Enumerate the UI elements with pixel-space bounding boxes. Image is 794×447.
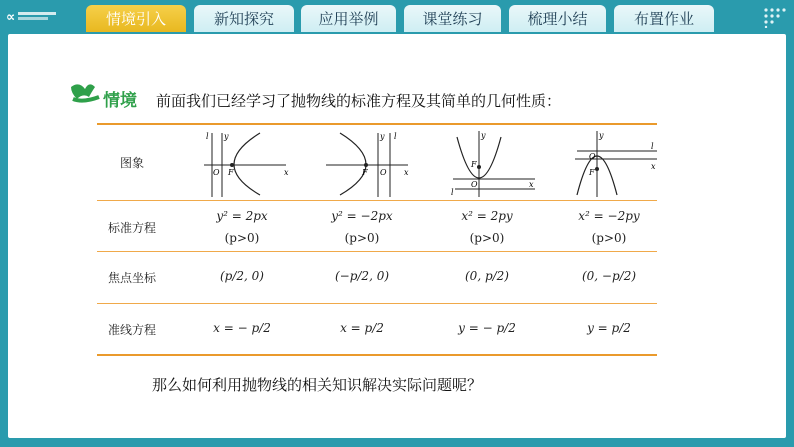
focus-col3: (0, p/2): [465, 269, 509, 283]
tab-label: 新知探究: [213, 10, 274, 28]
directrix-label: l: [394, 132, 397, 141]
question-text: 那么如何利用抛物线的相关知识解决实际问题呢？: [152, 376, 483, 394]
condition-col3: (p>0): [469, 231, 505, 245]
focus-label: F: [228, 168, 234, 177]
row-label-equation: 标准方程: [107, 221, 156, 235]
table-row-divider: [97, 200, 657, 201]
dots-grid-icon: [762, 6, 786, 28]
tab-label: 课堂练习: [422, 10, 483, 28]
origin-label: O: [380, 168, 387, 177]
logo-mark: ∝: [6, 9, 16, 25]
directrix-label: l: [451, 188, 454, 197]
axis-label-x: x: [404, 168, 409, 177]
tab-label: 梳理小结: [527, 10, 588, 28]
table-bottom-rule: [97, 354, 657, 356]
scenario-badge-label: 情境: [103, 91, 137, 111]
equation-col4: x² = −2py: [578, 209, 640, 223]
graph-up-opening: [449, 129, 539, 199]
graph-left-opening: [322, 129, 412, 199]
axis-label-x: x: [651, 162, 656, 171]
focus-col2: (−p/2, 0): [334, 269, 390, 283]
row-label-focus: 焦点坐标: [107, 271, 156, 285]
axis-label-y: y: [380, 132, 385, 141]
axis-label-x: x: [529, 180, 534, 189]
focus-col1: (p/2, 0): [220, 269, 264, 283]
tab-label: 情境引入: [105, 10, 166, 28]
table-row-divider: [97, 251, 657, 252]
graph-down-opening: [571, 129, 661, 199]
equation-col1: y² = 2px: [216, 209, 268, 223]
axis-label-y: y: [481, 131, 486, 140]
tab-summary[interactable]: [509, 5, 606, 32]
publisher-logo: [6, 7, 76, 27]
directrix-label: l: [651, 142, 654, 151]
bottom-border: [8, 438, 786, 447]
directrix-label: l: [206, 132, 209, 141]
tab-label: 布置作业: [633, 10, 694, 28]
tab-application-examples[interactable]: [301, 5, 396, 32]
graph-right-opening: [202, 129, 292, 199]
axis-label-x: x: [284, 168, 289, 177]
tab-label: 应用举例: [318, 10, 379, 28]
origin-label: O: [213, 168, 220, 177]
row-label-directrix: 准线方程: [107, 323, 156, 337]
condition-col1: (p>0): [224, 231, 260, 245]
directrix-col4: y = p/2: [587, 321, 631, 335]
focus-col4: (0, −p/2): [581, 269, 637, 283]
intro-text: 前面我们已经学习了抛物线的标准方程及其简单的几何性质：: [156, 92, 562, 110]
origin-label: O: [589, 152, 596, 161]
condition-col2: (p>0): [344, 231, 380, 245]
focus-label: F: [362, 168, 368, 177]
focus-label: F: [471, 160, 477, 169]
tab-class-exercises[interactable]: [404, 5, 501, 32]
equation-col2: y² = −2px: [331, 209, 393, 223]
table-row-divider: [97, 303, 657, 304]
condition-col4: (p>0): [591, 231, 627, 245]
tab-scenario-intro[interactable]: [86, 5, 186, 32]
row-label-graph: 图象: [119, 156, 144, 170]
axis-label-y: y: [599, 131, 604, 140]
tab-new-knowledge[interactable]: [194, 5, 294, 32]
table-top-rule: [97, 123, 657, 125]
parabola-properties-table: [97, 121, 657, 356]
tab-homework[interactable]: [614, 5, 714, 32]
directrix-col1: x = − p/2: [213, 321, 271, 335]
logo-wordmark-icon: [18, 10, 56, 22]
focus-label: F: [589, 168, 595, 177]
directrix-col3: y = − p/2: [458, 321, 516, 335]
origin-label: O: [471, 180, 478, 189]
equation-col3: x² = 2py: [461, 209, 513, 223]
directrix-col2: x = p/2: [340, 321, 384, 335]
top-navigation-bar: [0, 0, 794, 34]
axis-label-y: y: [224, 132, 229, 141]
logo-wordmark: [18, 10, 56, 24]
